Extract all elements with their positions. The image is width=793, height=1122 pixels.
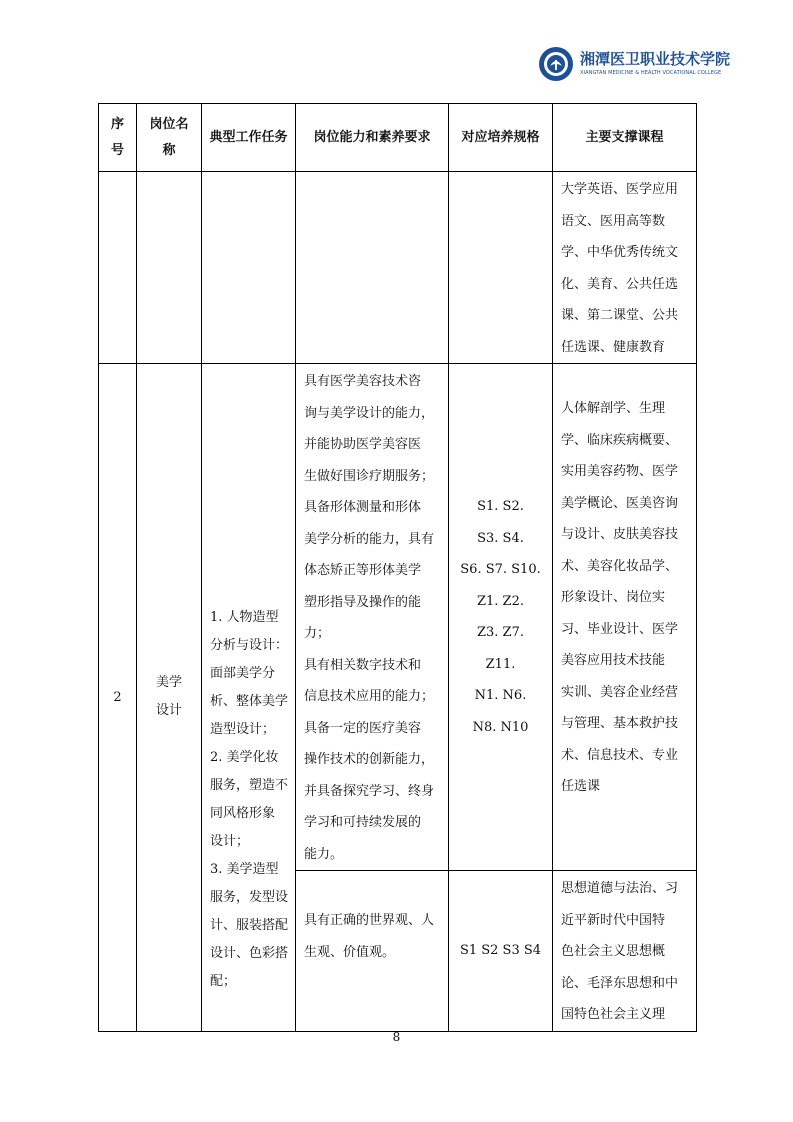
- logo-english-name: XIANGTAN MEDICINE & HEALTH VOCATIONAL COLLEGE: [580, 70, 722, 76]
- page-number: 8: [392, 1030, 401, 1044]
- header-post: 岗位名称: [137, 104, 202, 172]
- row2-no-cell: 2: [99, 364, 137, 1032]
- row2-spec-cell-2: S1 S2 S3 S4: [449, 871, 553, 1032]
- table-header-row: [99, 104, 697, 172]
- cont-course-cell: 大学英语、医学应用 语文、医用高等数 学、中华优秀传统文 化、美育、公共任选 课、第二课堂、公共 任选课、健康教育: [553, 172, 697, 364]
- row2-course-cell-1: 人体解剖学、生理 学、临床疾病概要、 实用美容药物、医学 美学概论、医美咨询 与设计、皮肤美容技 术、美容化妆品学、 形象设计、岗位实 习、毕业设计、医学 美容应用技术技能 实训、美容企业经营 与管理、基本救护技 术、信息技术、专业 任选课: [553, 364, 697, 871]
- cont-no-cell: [99, 172, 137, 364]
- cont-ability-cell: [296, 172, 449, 364]
- table-row-continued: [99, 172, 697, 364]
- college-emblem-icon: [538, 46, 574, 82]
- cont-post-cell: [137, 172, 202, 364]
- logo-chinese-name: 湘潭医卫职业技术学院: [580, 50, 731, 68]
- row2-ability-cell-1: 具有医学美容技术咨 询与美学设计的能力， 并能协助医学美容医 生做好围诊疗期服务； 具备形体测量和形体 美学分析的能力，具有 体态矫正等形体美学 塑形指导及操作的能 力； 具有相关数字技术和 信息技术应用的能力； 具备一定的医疗美容 操作技术的创新能力， 并具备探究学习、终身 学习和可持续发展的 能力。: [296, 364, 449, 871]
- row2-spec-cell-1: S1. S2. S3. S4. S6. S7. S10. Z1. Z2. Z3. Z7. Z11. N1. N6. N8. N10: [449, 364, 553, 871]
- row2-task-cell: 1. 人物造型 分析与设计： 面部美学分 析、整体美学 造型设计； 2. 美学化妆 服务，塑造不 同风格形象 设计； 3. 美学造型 服务，发型设 计、服装搭配 设计、色彩搭 配；: [202, 364, 296, 1032]
- college-logo: [538, 44, 731, 84]
- row2-ability-cell-2: 具有正确的世界观、人 生观、价值观。: [296, 871, 449, 1032]
- curriculum-table: [98, 103, 697, 1032]
- table-row-2a: [99, 364, 697, 871]
- header-task: 典型工作任务: [202, 104, 296, 172]
- header-spec: 对应培养规格: [449, 104, 553, 172]
- row2-post-cell: 美学 设计: [137, 364, 202, 1032]
- header-course: 主要支撑课程: [553, 104, 697, 172]
- header-ability: 岗位能力和素养要求: [296, 104, 449, 172]
- cont-spec-cell: [449, 172, 553, 364]
- row2-course-cell-2: 思想道德与法治、习 近平新时代中国特 色社会主义思想概 论、毛泽东思想和中 国特色社会主义理: [553, 871, 697, 1032]
- header-no: 序号: [99, 104, 137, 172]
- cont-task-cell: [202, 172, 296, 364]
